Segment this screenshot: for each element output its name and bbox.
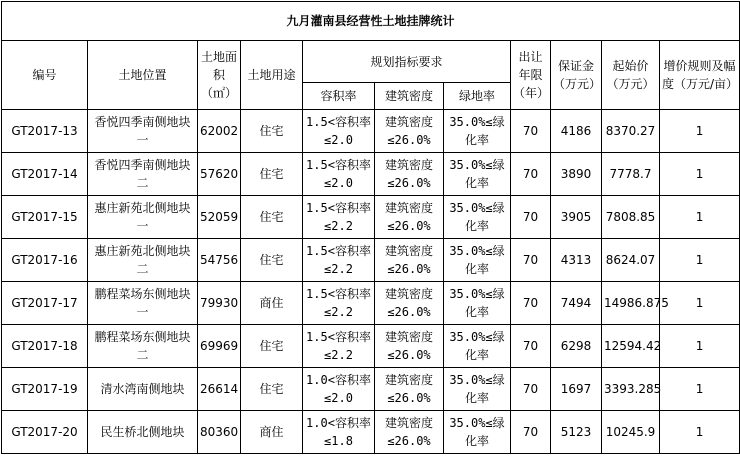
cell-location: 鹏程菜场东侧地块一 xyxy=(88,282,198,325)
cell-use: 住宅 xyxy=(241,196,303,239)
cell-location: 香悦四季南侧地块二 xyxy=(88,153,198,196)
cell-density: 建筑密度≤26.0% xyxy=(375,282,444,325)
cell-price: 7778.7 xyxy=(602,153,660,196)
cell-density: 建筑密度≤26.0% xyxy=(375,110,444,153)
cell-increment: 1 xyxy=(660,110,740,153)
cell-increment: 1 xyxy=(660,411,740,454)
cell-far: 1.5<容积率≤2.2 xyxy=(303,282,375,325)
cell-far: 1.5<容积率≤2.0 xyxy=(303,153,375,196)
cell-term: 70 xyxy=(511,196,551,239)
cell-use: 住宅 xyxy=(241,153,303,196)
header-increment: 增价规则及幅度（万元/亩） xyxy=(660,41,740,110)
cell-area: 26614 xyxy=(198,368,241,411)
cell-code: GT2017-16 xyxy=(2,239,88,282)
cell-price: 14986.875 xyxy=(602,282,660,325)
cell-green: 35.0%≤绿化率 xyxy=(444,325,511,368)
cell-increment: 1 xyxy=(660,282,740,325)
header-deposit: 保证金（万元） xyxy=(551,41,602,110)
header-code: 编号 xyxy=(2,41,88,110)
cell-area: 52059 xyxy=(198,196,241,239)
cell-use: 住宅 xyxy=(241,368,303,411)
cell-deposit: 3890 xyxy=(551,153,602,196)
cell-density: 建筑密度≤26.0% xyxy=(375,325,444,368)
cell-density: 建筑密度≤26.0% xyxy=(375,239,444,282)
cell-area: 80360 xyxy=(198,411,241,454)
cell-location: 民生桥北侧地块 xyxy=(88,411,198,454)
cell-green: 35.0%≤绿化率 xyxy=(444,282,511,325)
cell-use: 商住 xyxy=(241,282,303,325)
header-area: 土地面积（㎡） xyxy=(198,41,241,110)
header-density: 建筑密度 xyxy=(375,83,444,110)
cell-deposit: 4186 xyxy=(551,110,602,153)
table-row xyxy=(2,411,740,454)
cell-increment: 1 xyxy=(660,239,740,282)
cell-price: 7808.85 xyxy=(602,196,660,239)
cell-code: GT2017-14 xyxy=(2,153,88,196)
cell-far: 1.5<容积率≤2.0 xyxy=(303,110,375,153)
table-body xyxy=(2,2,740,454)
cell-location: 惠庄新苑北侧地块二 xyxy=(88,239,198,282)
cell-density: 建筑密度≤26.0% xyxy=(375,196,444,239)
table-row xyxy=(2,110,740,153)
cell-location: 清水湾南侧地块 xyxy=(88,368,198,411)
cell-far: 1.0<容积率≤2.0 xyxy=(303,368,375,411)
cell-use: 住宅 xyxy=(241,325,303,368)
cell-term: 70 xyxy=(511,239,551,282)
table-title: 九月灌南县经营性土地挂牌统计 xyxy=(2,2,740,41)
cell-far: 1.5<容积率≤2.2 xyxy=(303,239,375,282)
cell-green: 35.0%≤绿化率 xyxy=(444,153,511,196)
cell-deposit: 6298 xyxy=(551,325,602,368)
header-green: 绿地率 xyxy=(444,83,511,110)
cell-green: 35.0%≤绿化率 xyxy=(444,411,511,454)
cell-far: 1.5<容积率≤2.2 xyxy=(303,196,375,239)
cell-increment: 1 xyxy=(660,325,740,368)
cell-code: GT2017-20 xyxy=(2,411,88,454)
cell-increment: 1 xyxy=(660,196,740,239)
cell-price: 3393.285 xyxy=(602,368,660,411)
cell-deposit: 5123 xyxy=(551,411,602,454)
cell-code: GT2017-18 xyxy=(2,325,88,368)
table-row xyxy=(2,325,740,368)
cell-area: 57620 xyxy=(198,153,241,196)
table-row xyxy=(2,196,740,239)
cell-increment: 1 xyxy=(660,153,740,196)
table-row xyxy=(2,282,740,325)
cell-use: 住宅 xyxy=(241,239,303,282)
cell-code: GT2017-15 xyxy=(2,196,88,239)
cell-term: 70 xyxy=(511,368,551,411)
cell-green: 35.0%≤绿化率 xyxy=(444,196,511,239)
cell-green: 35.0%≤绿化率 xyxy=(444,110,511,153)
cell-green: 35.0%≤绿化率 xyxy=(444,368,511,411)
cell-location: 惠庄新苑北侧地块一 xyxy=(88,196,198,239)
cell-density: 建筑密度≤26.0% xyxy=(375,368,444,411)
cell-use: 住宅 xyxy=(241,110,303,153)
cell-code: GT2017-17 xyxy=(2,282,88,325)
cell-use: 商住 xyxy=(241,411,303,454)
header-planning: 规划指标要求 xyxy=(303,41,511,83)
cell-location: 鹏程菜场东侧地块二 xyxy=(88,325,198,368)
header-location: 土地位置 xyxy=(88,41,198,110)
cell-far: 1.0<容积率≤1.8 xyxy=(303,411,375,454)
cell-area: 69969 xyxy=(198,325,241,368)
cell-area: 54756 xyxy=(198,239,241,282)
cell-location: 香悦四季南侧地块一 xyxy=(88,110,198,153)
cell-density: 建筑密度≤26.0% xyxy=(375,411,444,454)
cell-green: 35.0%≤绿化率 xyxy=(444,239,511,282)
cell-price: 8624.07 xyxy=(602,239,660,282)
cell-area: 62002 xyxy=(198,110,241,153)
land-listing-table xyxy=(1,1,740,454)
cell-price: 10245.9 xyxy=(602,411,660,454)
cell-deposit: 7494 xyxy=(551,282,602,325)
header-term: 出让年限（年） xyxy=(511,41,551,110)
table-row xyxy=(2,239,740,282)
table-row xyxy=(2,368,740,411)
cell-deposit: 1697 xyxy=(551,368,602,411)
header-use: 土地用途 xyxy=(241,41,303,110)
cell-term: 70 xyxy=(511,411,551,454)
cell-term: 70 xyxy=(511,325,551,368)
cell-deposit: 4313 xyxy=(551,239,602,282)
header-far: 容积率 xyxy=(303,83,375,110)
cell-price: 12594.42 xyxy=(602,325,660,368)
cell-code: GT2017-13 xyxy=(2,110,88,153)
cell-far: 1.5<容积率≤2.2 xyxy=(303,325,375,368)
table-row xyxy=(2,153,740,196)
cell-term: 70 xyxy=(511,110,551,153)
cell-term: 70 xyxy=(511,153,551,196)
cell-density: 建筑密度≤26.0% xyxy=(375,153,444,196)
cell-price: 8370.27 xyxy=(602,110,660,153)
cell-code: GT2017-19 xyxy=(2,368,88,411)
cell-term: 70 xyxy=(511,282,551,325)
cell-deposit: 3905 xyxy=(551,196,602,239)
header-start-price: 起始价（万元） xyxy=(602,41,660,110)
cell-area: 79930 xyxy=(198,282,241,325)
cell-increment: 1 xyxy=(660,368,740,411)
